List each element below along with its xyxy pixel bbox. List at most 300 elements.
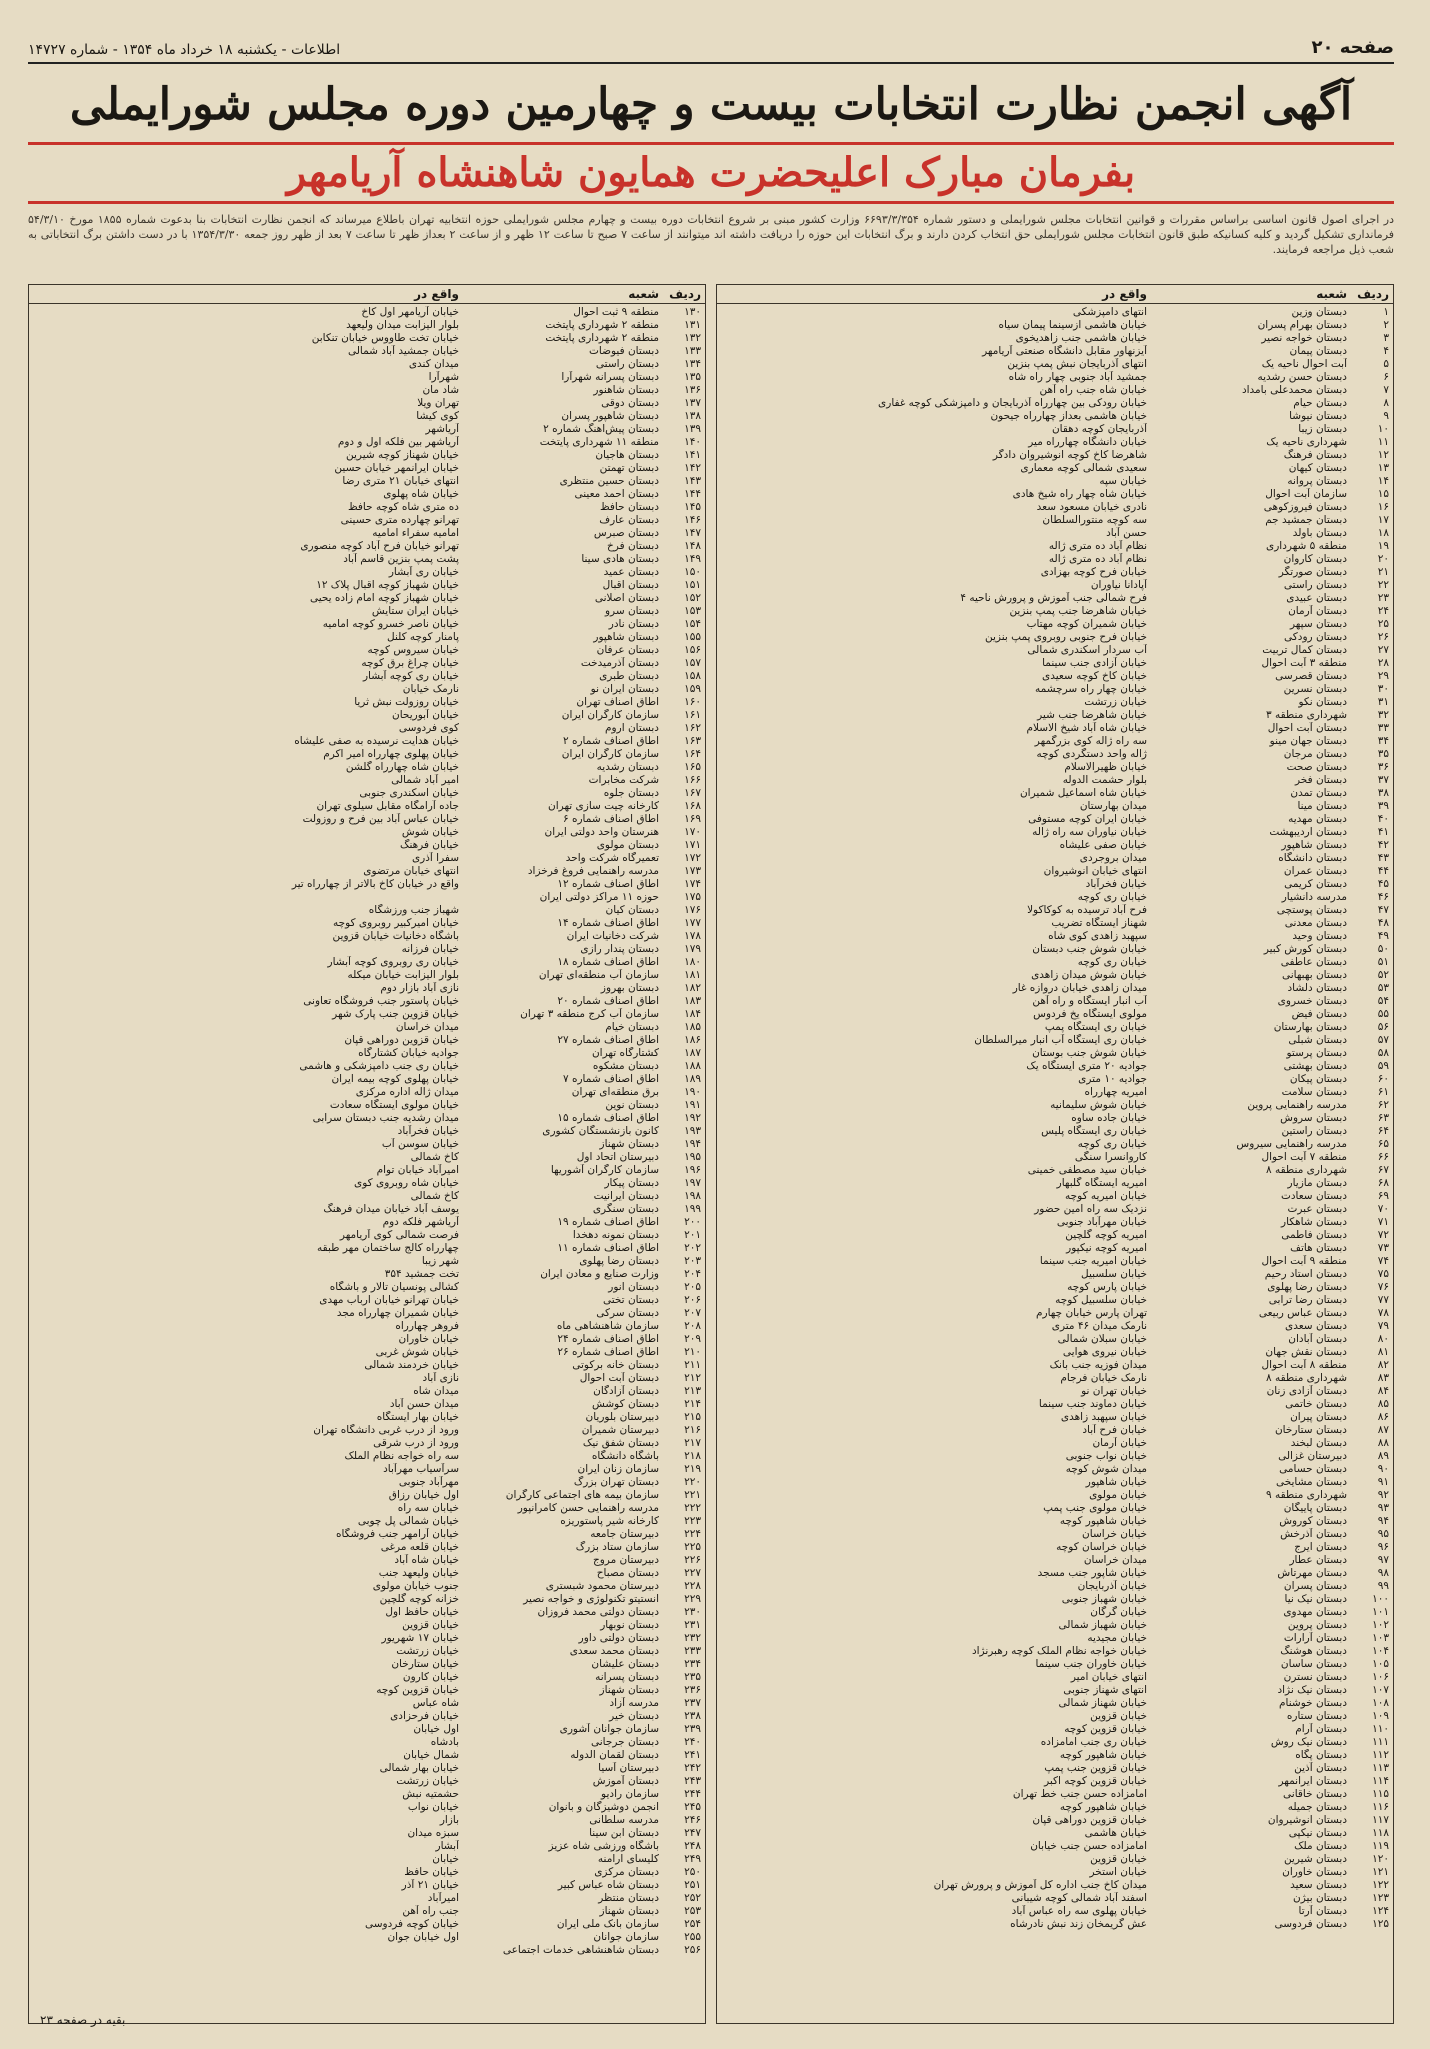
row-number: ۲۴ xyxy=(1377,605,1389,617)
row-branch: دبستان نسرین xyxy=(1283,683,1347,695)
table-row xyxy=(29,1385,705,1398)
table-row xyxy=(29,644,705,657)
row-branch: دبستان تختی xyxy=(602,1294,659,1306)
row-branch: دبستان وحید xyxy=(1292,930,1347,942)
row-number: ۱۸۸ xyxy=(684,1060,701,1072)
table-row xyxy=(717,1645,1393,1658)
row-address: خیابان شاه آباد xyxy=(394,1554,459,1566)
row-address: میدان فوزیه جنب بانک xyxy=(1049,1359,1147,1371)
row-address: خیابان ری ایستگاه پلیس xyxy=(1041,1125,1147,1137)
row-number: ۱۳۳ xyxy=(684,345,701,357)
row-number: ۴۹ xyxy=(1377,930,1389,942)
table-row xyxy=(29,1736,705,1749)
row-number: ۸۲ xyxy=(1377,1359,1389,1371)
table-row xyxy=(717,1112,1393,1125)
row-address: سرآسیاب مهرآباد xyxy=(383,1463,459,1475)
row-number: ۲۱۵ xyxy=(684,1411,701,1423)
table-row xyxy=(717,1086,1393,1099)
row-number: ۱۹۴ xyxy=(684,1138,701,1150)
table-row xyxy=(717,1151,1393,1164)
row-address: خیابان فرحزادی xyxy=(390,1710,459,1722)
row-branch: دبستان دلشاد xyxy=(1287,982,1347,994)
row-number: ۱۴۱ xyxy=(684,449,701,461)
row-branch: دبستان نیک نژاد xyxy=(1277,1684,1347,1696)
row-address: میدان شاه xyxy=(413,1385,459,1397)
table-row xyxy=(29,462,705,475)
row-branch: دبستان جمیله xyxy=(1287,1801,1347,1813)
table-row xyxy=(717,1190,1393,1203)
table-row xyxy=(717,1619,1393,1632)
row-address: تخت جمشید ۳۵۴ xyxy=(384,1268,459,1280)
row-address: چهارراه کالج ساختمان مهر طبقه xyxy=(317,1242,459,1254)
row-branch: دبستان مهدوی xyxy=(1283,1606,1347,1618)
table-row xyxy=(29,1437,705,1450)
table-row xyxy=(717,332,1393,345)
row-address: تهرانو خیابان فرح آباد کوچه منصوری xyxy=(300,540,459,552)
row-address: نادری خیابان مسعود سعد xyxy=(1036,501,1147,513)
row-number: ۱۱۶ xyxy=(1372,1801,1389,1813)
row-number: ۲۴۶ xyxy=(684,1814,701,1826)
row-address: انتهای خیابان انوشیروان xyxy=(1043,865,1147,877)
row-branch: دبستان پروانه xyxy=(1287,475,1347,487)
row-branch: مدرسه راهنمایی حسن کامرانپور xyxy=(517,1502,659,1514)
table-row xyxy=(29,1216,705,1229)
row-address: خیابان شاهپور کوچه xyxy=(1059,1801,1147,1813)
row-branch: مدرسه سلطانی xyxy=(589,1814,659,1826)
row-address: بلوار حشمت الدوله xyxy=(1062,774,1147,786)
row-number: ۲۲۵ xyxy=(684,1541,701,1553)
row-branch: دبیرستان آسیا xyxy=(598,1762,659,1774)
table-row xyxy=(717,1450,1393,1463)
row-address: تهرانو چهارده متری حسینی xyxy=(340,514,459,526)
table-row xyxy=(717,514,1393,527)
table-row xyxy=(29,1671,705,1684)
row-address: خیابان پهلوی چهارراه امیر اکرم xyxy=(323,748,459,760)
row-number: ۷۲ xyxy=(1377,1229,1389,1241)
row-branch: منطقه ۷ آبت احوال xyxy=(1261,1151,1347,1163)
row-number: ۱۴۸ xyxy=(684,540,701,552)
row-number: ۹۷ xyxy=(1377,1554,1389,1566)
row-address: میدان خراسان xyxy=(395,1021,459,1033)
row-branch: انستیتو تکنولوژی و خواجه نصیر xyxy=(523,1593,659,1605)
row-number: ۱۷۵ xyxy=(684,891,701,903)
table-row xyxy=(717,1502,1393,1515)
row-branch: باشگاه ورزشی شاه عزیز xyxy=(548,1840,659,1852)
table-row xyxy=(29,1892,705,1905)
row-branch: دبستان فرهنگ xyxy=(1283,449,1347,461)
row-address: سپهبد زاهدی کوی شاه xyxy=(1048,930,1147,942)
row-number: ۱۵۷ xyxy=(684,657,701,669)
row-number: ۷ xyxy=(1383,384,1389,396)
row-address: نارمک خیابان xyxy=(402,683,459,695)
row-number: ۱۸۷ xyxy=(684,1047,701,1059)
table-row xyxy=(717,631,1393,644)
row-number: ۲۳۵ xyxy=(684,1671,701,1683)
row-branch: دبستان بهبهانی xyxy=(1281,969,1347,981)
row-address: نظام آباد ده متری ژاله xyxy=(1048,540,1147,552)
row-address: خیابان قزوین کوچه xyxy=(376,1684,459,1696)
row-branch: دبستان عمید xyxy=(603,566,659,578)
row-branch: شرکت دخانیات ایران xyxy=(566,930,659,942)
table-row xyxy=(717,501,1393,514)
row-branch: کانون بازنشستگان کشوری xyxy=(542,1125,659,1137)
row-branch: دبستان صورتگر xyxy=(1278,566,1347,578)
table-row xyxy=(717,982,1393,995)
row-branch: دبستان ایران نو xyxy=(590,683,659,695)
table-row xyxy=(29,319,705,332)
row-number: ۹۴ xyxy=(1377,1515,1389,1527)
row-address: جوادیه ۲۰ متری ایستگاه یک xyxy=(1026,1060,1147,1072)
row-number: ۲۳۸ xyxy=(684,1710,701,1722)
row-address: نزدیک سه راه امین حضور xyxy=(1034,1203,1147,1215)
row-number: ۹۳ xyxy=(1377,1502,1389,1514)
table-row xyxy=(717,956,1393,969)
row-number: ۱۴۹ xyxy=(684,553,701,565)
row-address: میدان رشدیه جنب دبستان سرابی xyxy=(312,1112,459,1124)
row-number: ۲۰۷ xyxy=(684,1307,701,1319)
row-address: خیابان نواب xyxy=(407,1801,459,1813)
table-row xyxy=(717,1372,1393,1385)
row-branch: سازمان بانک ملی ایران xyxy=(556,1918,659,1930)
row-branch: اطاق اصناف شماره ۲۶ xyxy=(557,1346,659,1358)
row-number: ۶۹ xyxy=(1377,1190,1389,1202)
row-branch: سازمان جوانان xyxy=(593,1931,659,1943)
row-branch: اطاق اصناف شماره ۱۵ xyxy=(557,1112,659,1124)
row-number: ۲۲۳ xyxy=(684,1515,701,1527)
row-branch: دبستان نوبهار xyxy=(600,1619,659,1631)
row-address: فرح شمالی جنب آموزش و پرورش ناحیه ۴ xyxy=(960,592,1147,604)
row-branch: اطاق اصناف شماره ۱۱ xyxy=(557,1242,659,1254)
branch-list-left xyxy=(29,304,705,2023)
table-row xyxy=(717,969,1393,982)
table-row xyxy=(29,800,705,813)
table-row xyxy=(717,1593,1393,1606)
table-row xyxy=(717,1528,1393,1541)
row-number: ۹۰ xyxy=(1377,1463,1389,1475)
row-number: ۵۷ xyxy=(1377,1034,1389,1046)
row-branch: اطاق اصناف شماره ۱۸ xyxy=(557,956,659,968)
row-branch: دبستان نمونه دهخدا xyxy=(572,1229,659,1241)
table-row xyxy=(29,1411,705,1424)
row-branch: دبستان نیوشا xyxy=(1289,410,1347,422)
row-address: جاده آرامگاه مقابل سیلوی تهران xyxy=(316,800,459,812)
row-number: ۵۹ xyxy=(1377,1060,1389,1072)
row-address: خیابان شوش xyxy=(401,826,459,838)
row-address: خیابان آریامهر اول کاخ xyxy=(361,306,459,318)
row-branch: دبستان پروین xyxy=(1287,1619,1347,1631)
row-address: خیابان ری روبروی کوچه آبشار xyxy=(327,956,459,968)
table-row xyxy=(29,605,705,618)
table-row xyxy=(29,1099,705,1112)
row-number: ۲۱ xyxy=(1377,566,1389,578)
row-number: ۵۰ xyxy=(1377,943,1389,955)
row-number: ۲۰۶ xyxy=(684,1294,701,1306)
row-branch: اطاق اصناف شماره ۱۲ xyxy=(557,878,659,890)
row-number: ۱۸۵ xyxy=(684,1021,701,1033)
table-row xyxy=(717,1424,1393,1437)
table-row xyxy=(29,384,705,397)
row-address: امیریه کوچه گلچین xyxy=(1065,1229,1147,1241)
row-number: ۱۱۳ xyxy=(1372,1762,1389,1774)
row-address: خیابان شاه روبروی کوی xyxy=(354,1177,459,1189)
row-number: ۱۹ xyxy=(1377,540,1389,552)
row-number: ۷۶ xyxy=(1377,1281,1389,1293)
row-number: ۶۸ xyxy=(1377,1177,1389,1189)
table-row xyxy=(29,371,705,384)
row-branch: دبستان پیران xyxy=(1290,1411,1347,1423)
table-row xyxy=(717,319,1393,332)
row-branch: دبستان اروم xyxy=(605,722,659,734)
row-branch: اطاق اصناف شماره ۲ xyxy=(563,735,659,747)
row-number: ۱۱۵ xyxy=(1372,1788,1389,1800)
row-address: خیابان جاده ساوه xyxy=(1071,1112,1147,1124)
row-address: خیابان قزوین xyxy=(402,1619,459,1631)
table-row xyxy=(29,1710,705,1723)
row-address: خیابان تهران نو xyxy=(1081,1385,1147,1397)
table-row xyxy=(29,1242,705,1255)
row-number: ۶۶ xyxy=(1377,1151,1389,1163)
header-address: واقع در xyxy=(414,287,459,301)
table-row xyxy=(29,1528,705,1541)
row-address: نازی آباد xyxy=(422,1372,459,1384)
row-number: ۴۴ xyxy=(1377,865,1389,877)
table-row xyxy=(717,1658,1393,1671)
row-branch: دبستان خواجه نصیر xyxy=(1261,332,1347,344)
row-address: انتهای خیابان ۲۱ متری رضا xyxy=(342,475,459,487)
table-row xyxy=(29,1775,705,1788)
row-number: ۱۹۷ xyxy=(684,1177,701,1189)
row-number: ۱۰۶ xyxy=(1372,1671,1389,1683)
row-branch: دبستان خاقانی xyxy=(1283,1788,1347,1800)
row-number: ۹۶ xyxy=(1377,1541,1389,1553)
row-branch: دبستان آزادی زنان xyxy=(1266,1385,1347,1397)
row-address: میدان زاهدی خیابان دروازه غار xyxy=(1012,982,1147,994)
row-address: میدان شوش کوچه xyxy=(1065,1463,1147,1475)
row-number: ۱۶۱ xyxy=(684,709,701,721)
row-number: ۷۳ xyxy=(1377,1242,1389,1254)
table-row xyxy=(717,904,1393,917)
table-row xyxy=(717,865,1393,878)
row-branch: دبستان شفق نیک xyxy=(582,1437,659,1449)
row-branch: اطاق اصناف شماره ۱۹ xyxy=(557,1216,659,1228)
row-branch: دبستان شاهنور xyxy=(593,384,659,396)
row-address: خیابان شاه چهار راه شیخ هادی xyxy=(1012,488,1147,500)
row-address: خیابان شاهپور کوچه xyxy=(1059,1515,1147,1527)
table-row xyxy=(29,1645,705,1658)
row-number: ۱۹۲ xyxy=(684,1112,701,1124)
row-address: خیابان چراغ برق کوچه xyxy=(361,657,459,669)
table-row xyxy=(717,1541,1393,1554)
row-branch: منطقه ۲ شهرداری پایتخت xyxy=(545,332,659,344)
row-address: خیابان شوش غربی xyxy=(375,1346,459,1358)
row-number: ۳۷ xyxy=(1377,774,1389,786)
row-address: خیابان شاهپور xyxy=(1085,1476,1147,1488)
table-row xyxy=(717,683,1393,696)
table-row xyxy=(717,995,1393,1008)
row-address: شاه عباس xyxy=(412,1697,459,1709)
row-address: میدان خراسان xyxy=(1083,1554,1147,1566)
row-branch: دبستان سروش xyxy=(1280,1112,1347,1124)
row-address: خیابان شوش جنب بوستان xyxy=(1032,1047,1147,1059)
row-address: آب انبار ایستگاه و راه آهن xyxy=(1032,995,1147,1007)
table-row xyxy=(29,1918,705,1931)
table-row xyxy=(717,1411,1393,1424)
row-address: میدان کندی xyxy=(408,358,459,370)
row-number: ۱۶۷ xyxy=(684,787,701,799)
notice-headline: آگهی انجمن نظارت انتخابات بیست و چهارمین دوره مجلس شورایملی xyxy=(69,79,1353,130)
row-number: ۱۲۰ xyxy=(1372,1853,1389,1865)
table-row xyxy=(717,1229,1393,1242)
row-address: آپادانا نیاوران xyxy=(1090,579,1147,591)
row-address: خیابان ایران کوچه مستوفی xyxy=(1028,813,1147,825)
row-number: ۱۲۲ xyxy=(1372,1879,1389,1891)
row-branch: دبستان ابن سینا xyxy=(589,1827,659,1839)
row-number: ۲۰۳ xyxy=(684,1255,701,1267)
row-address: فروهر چهارراه xyxy=(395,1320,459,1332)
table-row xyxy=(717,1073,1393,1086)
branch-tables xyxy=(28,284,1394,2024)
table-row xyxy=(29,670,705,683)
table-row xyxy=(29,527,705,540)
row-address: سه راه ژاله کوی بزرگمهر xyxy=(1034,735,1147,747)
row-branch: دبستان معدنی xyxy=(1284,917,1347,929)
table-row xyxy=(717,1203,1393,1216)
row-branch: دبستان لقمان الدوله xyxy=(570,1749,659,1761)
row-number: ۷۵ xyxy=(1377,1268,1389,1280)
table-row xyxy=(29,488,705,501)
row-number: ۱۶۶ xyxy=(684,774,701,786)
row-number: ۲۵۵ xyxy=(684,1931,701,1943)
table-row xyxy=(717,1827,1393,1840)
row-branch: دبستان هوشنگ xyxy=(1280,1645,1347,1657)
row-number: ۱۶۳ xyxy=(684,735,701,747)
table-row xyxy=(29,761,705,774)
table-row xyxy=(29,1684,705,1697)
table-row xyxy=(29,1801,705,1814)
row-branch: دبستان نوین xyxy=(605,1099,659,1111)
row-number: ۲۲ xyxy=(1377,579,1389,591)
row-address: خیابان فرح کوچه بهزادی xyxy=(1040,566,1147,578)
row-number: ۱۳۸ xyxy=(684,410,701,422)
table-header xyxy=(29,285,705,304)
row-number: ۸۹ xyxy=(1377,1450,1389,1462)
row-address: نارمک میدان ۴۶ متری xyxy=(1051,1320,1147,1332)
table-row xyxy=(717,1606,1393,1619)
row-branch: دبستان انوشیروان xyxy=(1267,1814,1347,1826)
row-address: خیابان شاهپور کوچه xyxy=(1059,1749,1147,1761)
table-row xyxy=(29,1021,705,1034)
row-number: ۲۰ xyxy=(1377,553,1389,565)
row-number: ۱۷ xyxy=(1377,514,1389,526)
row-number: ۱۶۰ xyxy=(684,696,701,708)
table-row xyxy=(717,384,1393,397)
row-address: خیابان سه راه xyxy=(397,1502,459,1514)
row-branch: دبیرستان مروج xyxy=(592,1554,659,1566)
table-row xyxy=(717,1918,1393,1931)
table-row xyxy=(29,839,705,852)
row-address: آذربایجان کوچه دهقان xyxy=(1051,423,1147,435)
row-branch: دبستان سپهر xyxy=(1290,618,1347,630)
row-branch: آبت احوال ناحیه یک xyxy=(1261,358,1347,370)
row-branch: دبستان مینا xyxy=(1297,800,1347,812)
row-branch: دبستان شاهپور xyxy=(593,631,659,643)
table-row xyxy=(717,1125,1393,1138)
row-number: ۳۴ xyxy=(1377,735,1389,747)
notice-intro: در اجرای اصول قانون اساسی براساس مقررات و قوانین انتخابات مجلس شورایملی و دستور شماره ۶۶۹۳/۳/۳۵۴ وزارت کشور مبنی بر شروع انتخابات دوره بیست و چهارم مجلس شورایملی حوزه انتخابیه تهران باطلاع میرساند که انجمن نظارت انتخابات بنا بدعوت شماره ۱۸۵۵ مورخ ۵۴/۳/۱۰ فرمانداری تشکیل گردید و کلیه کسانیکه طبق قانون انتخابات مجلس شورایملی حق انتخاب کردن دارند و برگ انتخابات این حوزه را دریافت داشته اند میتوانند از ساعت ۷ صبح تا ساعت ۱۲ ظهر و از ساعت ۲ بعداز ظهر تا ساعت ۷ بعد از ظهر روز جمعه ۱۳۵۴/۳/۳۰ با در دست داشتن برگ انتخاباتی به شعب ذیل مراجعه فرمایند. xyxy=(28,213,1394,256)
row-branch: دبستان کریمی xyxy=(1284,878,1347,890)
row-address: خیابان قلعه مرغی xyxy=(380,1541,459,1553)
row-branch: دبستان اقبال xyxy=(602,579,659,591)
row-address: خیابان فرح آباد xyxy=(1082,1424,1147,1436)
row-branch: دبستان عباس ربیعی xyxy=(1258,1307,1347,1319)
row-number: ۲۳۳ xyxy=(684,1645,701,1657)
table-row xyxy=(29,1086,705,1099)
row-branch: دبستان فیض xyxy=(1291,1008,1347,1020)
row-branch: مدرسه آزاد xyxy=(609,1697,659,1709)
table-row xyxy=(29,1931,705,1944)
row-number: ۱۳۰ xyxy=(684,306,701,318)
table-row xyxy=(717,566,1393,579)
row-branch: دبستان عطار xyxy=(1289,1554,1347,1566)
row-address: امیرآباد xyxy=(427,1892,459,1904)
row-branch: شهرداری منطقه ۸ xyxy=(1266,1372,1347,1384)
row-branch: اطاق اصناف شماره ۲۰ xyxy=(557,995,659,1007)
row-address: خیابان xyxy=(432,1853,459,1865)
table-row xyxy=(717,371,1393,384)
table-row xyxy=(29,1125,705,1138)
table-row xyxy=(717,761,1393,774)
row-branch: دبستان حسن رشدیه xyxy=(1257,371,1347,383)
row-address: حسن آباد xyxy=(1106,527,1147,539)
table-row xyxy=(29,865,705,878)
row-address: خیابان سوسن آب xyxy=(381,1138,459,1150)
row-number: ۲۳۹ xyxy=(684,1723,701,1735)
row-address: خیابان خردمند شمالی xyxy=(364,1359,459,1371)
row-address: خیابان رودکی بین چهارراه آذربایجان و دامپزشکی کوچه غفاری xyxy=(878,397,1147,409)
row-branch: دبیرستان شمیران xyxy=(581,1424,659,1436)
row-branch: دبستان دوقی xyxy=(601,397,659,409)
row-address: خیابان فرزانه xyxy=(401,943,459,955)
row-number: ۲۴۲ xyxy=(684,1762,701,1774)
row-branch: دبستان پگاه xyxy=(1295,1749,1347,1761)
row-branch: دبستان کوروش xyxy=(1279,1515,1347,1527)
row-address: خیابان فرح جنوبی روبروی پمپ بنزین xyxy=(985,631,1147,643)
table-row xyxy=(717,1671,1393,1684)
row-number: ۳۲ xyxy=(1377,709,1389,721)
table-row xyxy=(29,410,705,423)
row-branch: دبیرستان جامعه xyxy=(590,1528,659,1540)
table-row xyxy=(29,826,705,839)
row-address: خیابان شاه پهلوی xyxy=(383,488,459,500)
row-address: خیابان فرهنگ xyxy=(400,839,459,851)
row-address: خیابان دانشگاه چهارراه میر xyxy=(1028,436,1147,448)
table-row xyxy=(717,410,1393,423)
table-row xyxy=(29,813,705,826)
table-row xyxy=(29,709,705,722)
row-branch: دبستان احمد معینی xyxy=(574,488,659,500)
row-branch: دبستان مصباح xyxy=(596,1567,659,1579)
header-number: ردیف xyxy=(1357,287,1389,301)
row-address: انتهای آذربایجان نبش پمپ بنزین xyxy=(1007,358,1147,370)
row-branch: دبستان نسترن xyxy=(1283,1671,1347,1683)
table-row xyxy=(29,1333,705,1346)
row-number: ۱۱۹ xyxy=(1372,1840,1389,1852)
row-address: خیابان دماوند جنب سینما xyxy=(1038,1398,1147,1410)
row-branch: دبستان خاتمی xyxy=(1285,1398,1347,1410)
table-row xyxy=(717,1853,1393,1866)
table-row xyxy=(29,553,705,566)
row-number: ۲۴۰ xyxy=(684,1736,701,1748)
